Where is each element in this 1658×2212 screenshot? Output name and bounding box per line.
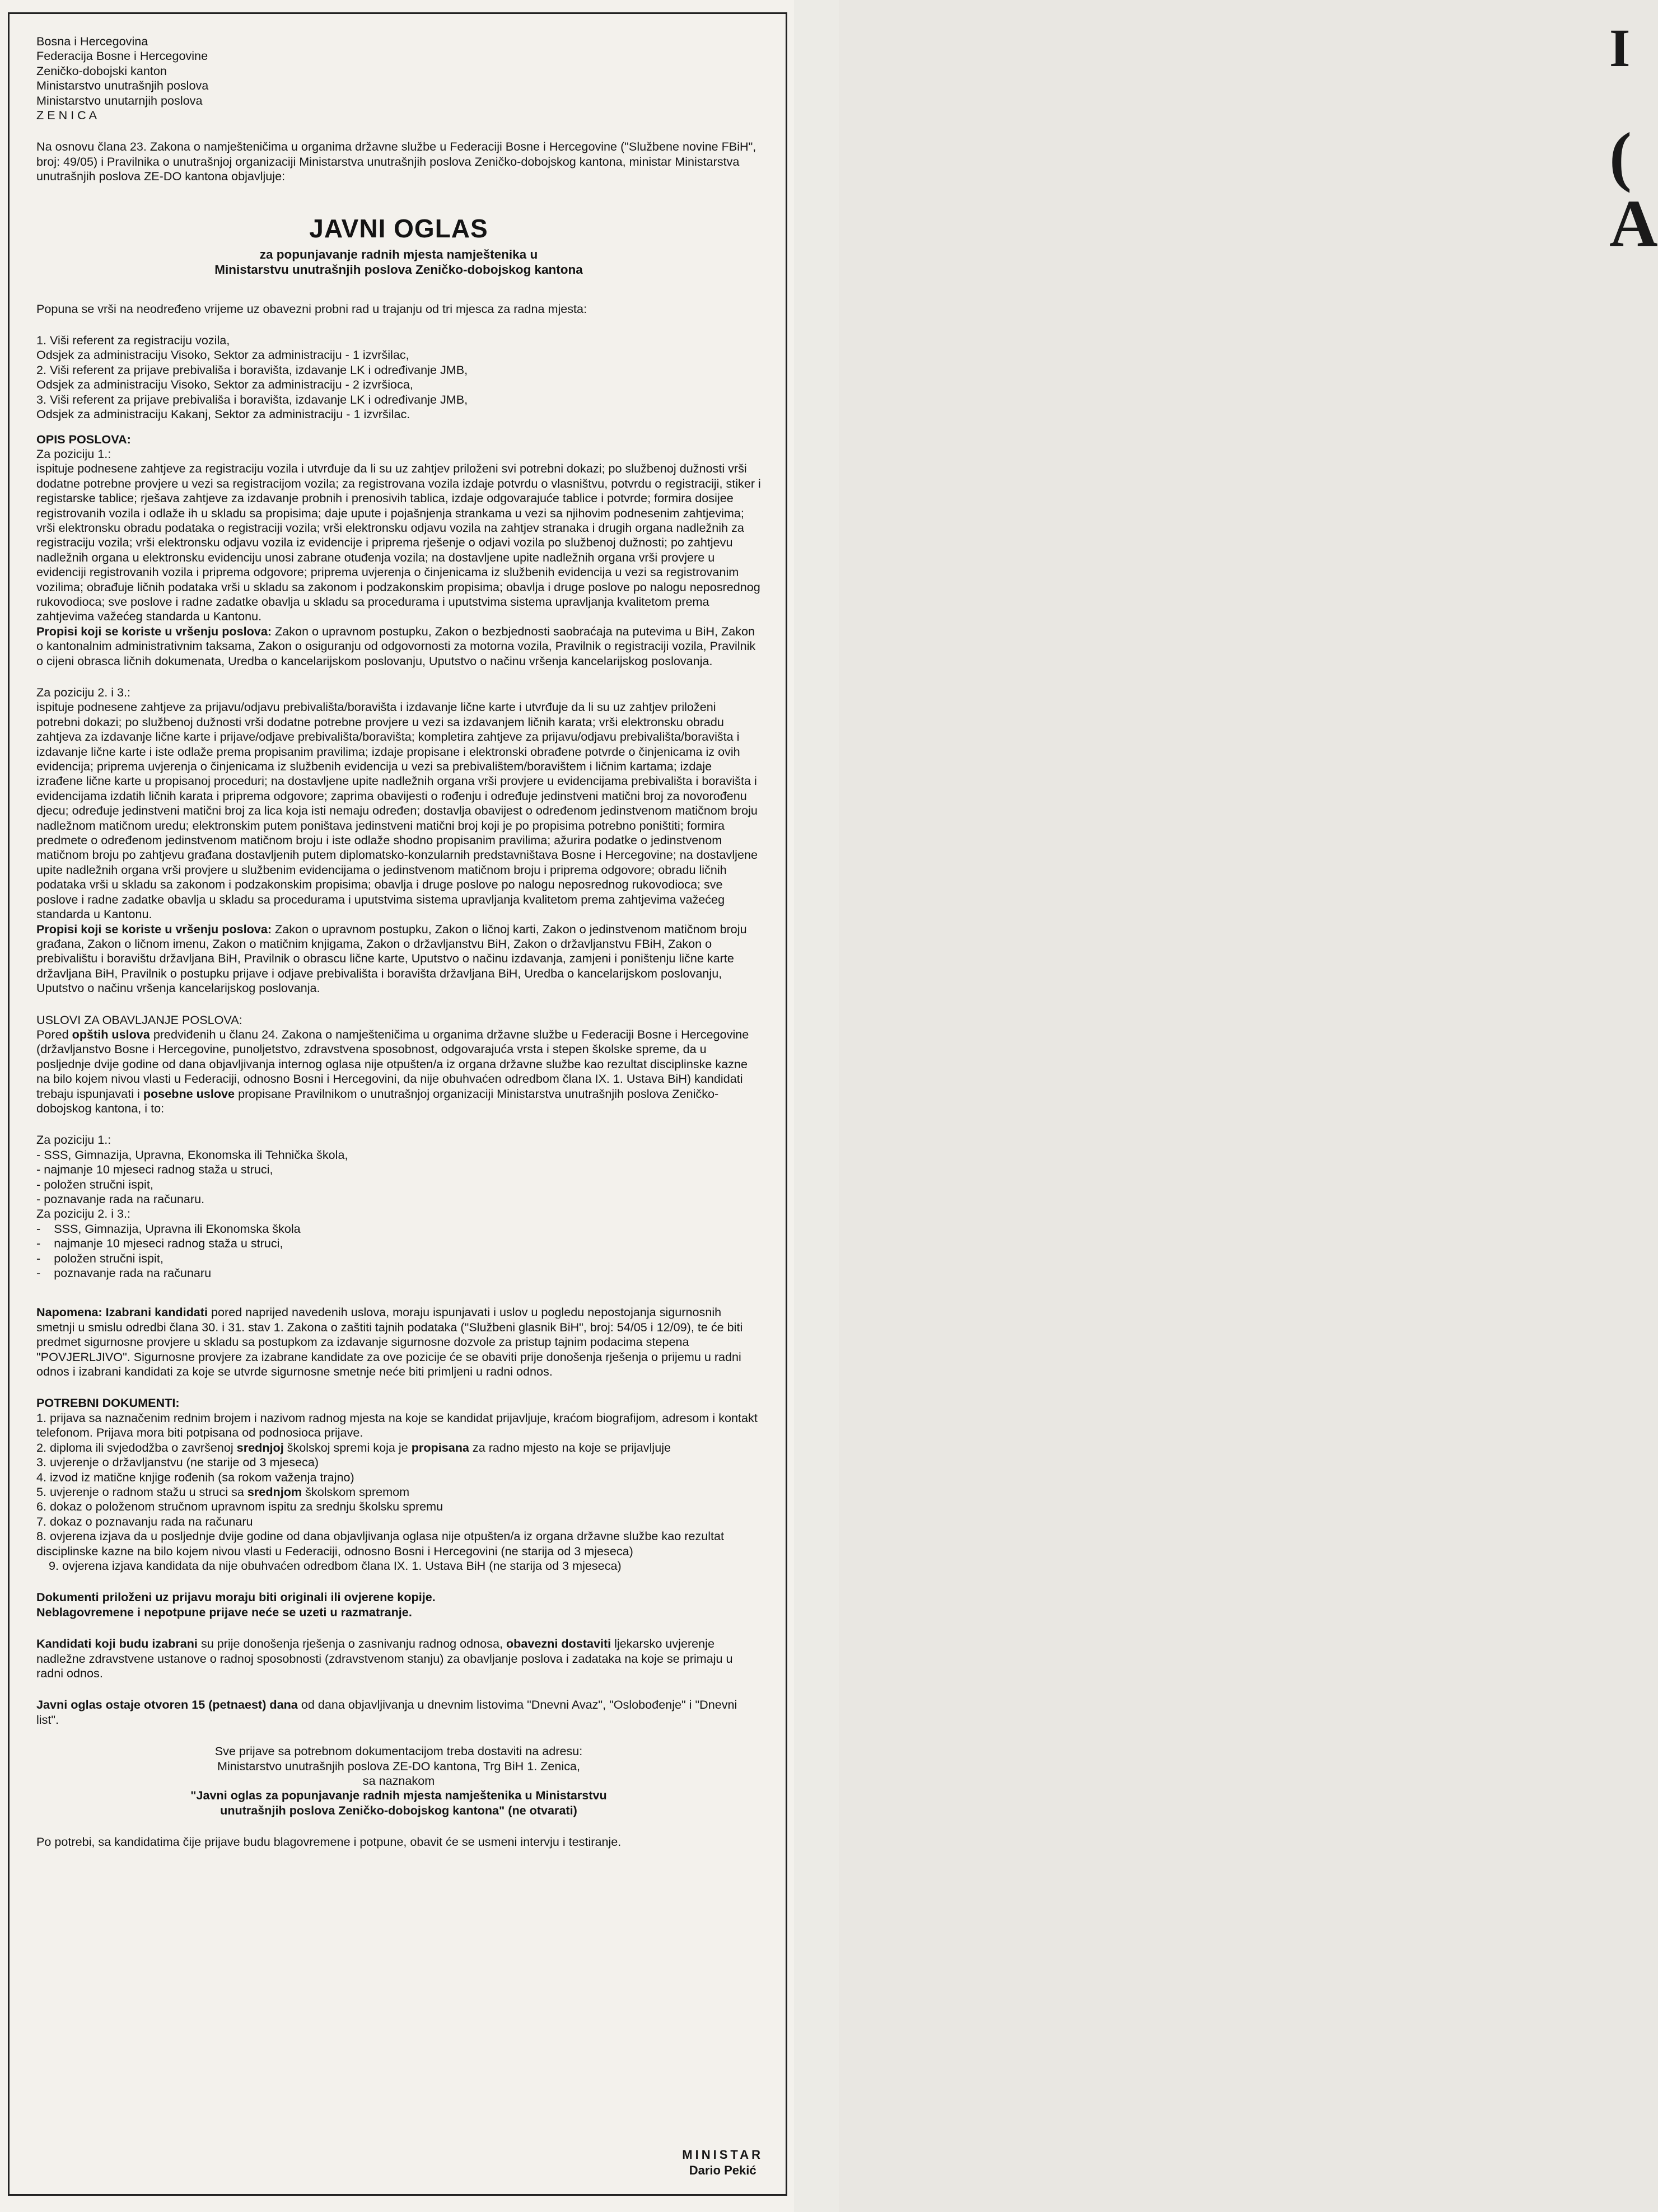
otvoren-text: od dana objavljivanja u dnevnim listovima "Dnevni Avaz", "Oslobođenje" i "Dnevni list". (36, 1697, 737, 1727)
position-line: 3. Viši referent za prijave prebivališa i boravišta, izdavanje LK i određivanje JMB, (36, 392, 468, 406)
dokumenti-heading: POTREBNI DOKUMENTI: (36, 1396, 180, 1410)
propisi-label: Propisi koji se koriste u vršenju poslova: (36, 922, 272, 936)
header-line: Z E N I C A (36, 108, 97, 123)
uslovi-text: predviđenih u članu 24. Zakona o namješteničima u organima državne službe u Federaciji Bosne i Hercegovine (državljanstvo Bosne i Hercegovine, punoljetstvo, zdravstvena sposobnost, odgovarajuća vrsta i stepen školske spreme, da u posljednje dvije godine od dana objavljivanja internog oglasa nije otpušten/a iz organa državne službe kao rezultat disciplinske kazne na bilo kojem nivou vlasti u Federaciji, odnosno Bosni i Hercegovini, da nije obuhvaćen odredbom člana IX. 1. Ustava BiH) kandidati trebaju ispunjavati i (36, 1027, 749, 1101)
closing-paragraph: Po potrebi, sa kandidatima čije prijave budu blagovremene i potpune, obavit će se usmeni intervju i testiranje. (36, 1835, 622, 1849)
signature-name: Dario Pekić (689, 2163, 756, 2177)
edge-letter: A (1609, 186, 1658, 260)
address-line: "Javni oglas za popunjavanje radnih mjesta namještenika u Ministarstvu (190, 1788, 607, 1803)
napomena-text: pored naprijed navedenih uslova, moraju ispunjavati i uslov u pogledu nepostojanja sigurnosnih smetnji u smislu odredbi člana 30. i 31. stav 1. Zakona o zaštiti tajnih podataka ("Službeni glasnik BiH", broj: 54/05 i 12/09), te će biti predmet sigurnosne provjere u skladu sa postupkom za izdavanje sigurnosne dozvole za pristup tajnim podacima stepena "POVJERLJIVO". Sigurnosne provjere za izabrane kandidate za ove pozicije će se obaviti prije donošenja rješenja o prijemu u radni odnos i izabrani kandidati za koje se utvrde sigurnosne smetnje neće biti primljeni u radni odnos. (36, 1305, 743, 1379)
uslovi-paragraph (36, 1027, 761, 1116)
otvoren-bold: Javni oglas ostaje otvoren 15 (petnaest) dana (36, 1697, 298, 1712)
uslovi-text: Pored (36, 1027, 69, 1041)
requirement-item: - najmanje 10 mjeseci radnog staža u struci, (36, 1236, 283, 1251)
opis-poz1-text: ispituje podnesene zahtjeve za registraciju vozila i utvrđuje da li su uz zahtjev priloženi svi potrebni dokazi; po službenoj dužnosti vrši dodatne potrebne provjere u vezi sa registracijom vozila; za registrovana vozila izdaje potvrdu o vlasništvu, potvrdu o registraciji, stiker i registarske tablice; rješava zahtjeve za izdavanje probnih i prenosivih tablica, izdaje odgovarajuće tablice i potvrde; formira dosijee registrovanih vozila i odlaže ih u skladu sa propisima; daje upute i pojašnjenja strankama u vezi sa njihovim podnesenim zahtjevima; vrši elektronsku obradu podataka o registraciji vozila; vrši elektronsku odjavu vozila na zahtjev stranaka i drugih organa nadležnih za registraciju vozila; vrši elektronsku odjavu vozila iz evidencije i priprema rješenje o odjavi vozila po službenoj dužnosti; po zahtjevu nadležnih organa u elektronsku evidenciju unosi zabrane otuđenja vozila; na dostavljene upite nadležnih organa vrši provjere u evidenciji registrovanih vozila i priprema odgovore; priprema uvjerenja o činjenicama iz službenih evidencija u vezi sa registrovanim vozilima; obrađuje ličnih podataka vrši u skladu sa zakonom i podzakonskim propisima; obavlja i druge poslove po nalogu neposrednog rukovodioca; sve poslove i radne zadatke obavlja u skladu sa procedurama i uputstvima sistema upravljanja kvalitetom prema zahtjevima važećeg standarda u Kantonu. (36, 461, 761, 624)
dokument-item: 4. izvod iz matične knjige rođenih (sa rokom važenja trajno) (36, 1470, 354, 1484)
dokument-text: 5. uvjerenje o radnom stažu u struci sa (36, 1484, 244, 1499)
position-line: 1. Viši referent za registraciju vozila, (36, 333, 230, 348)
address-line: unutrašnjih poslova Zeničko-dobojskog kantona" (ne otvarati) (220, 1803, 577, 1817)
bold-note: Neblagovremene i nepotpune prijave neće se uzeti u razmatranje. (36, 1605, 412, 1619)
header-line: Bosna i Hercegovina (36, 34, 148, 48)
propisi-text: Zakon o upravnom postupku, Zakon o bezbjednosti saobraćaja na putevima u BiH, Zakon o kantonalnim administrativnim taksama, Zakon o osiguranju od odgovornosti za motorna vozila, Pravilnik o registraciji vozila, Pravilnik o cijeni obrasca ličnih dokumenata, Uredba o kancelarijskom poslovanju, Uputstvo o načinu vršenja kancelarijskog poslovanja. (36, 624, 756, 668)
kandidati-label: Kandidati koji budu izabrani (36, 1636, 198, 1651)
posebne-uslove: posebne uslove (143, 1086, 235, 1101)
requirement-item: - položen stručni ispit, (36, 1251, 164, 1265)
opis-poz1-propisi (36, 624, 761, 668)
signature-title: MINISTAR (682, 2148, 763, 2162)
header-line: Ministarstvo unutrašnjih poslova (36, 78, 209, 93)
requirement-item: - najmanje 10 mjeseci radnog staža u struci, (36, 1162, 273, 1177)
header-line: Federacija Bosne i Hercegovine (36, 49, 208, 63)
dokument-item: 3. uvjerenje o državljanstvu (ne starije od 3 mjeseca) (36, 1455, 319, 1470)
position-line: Odsjek za administraciju Visoko, Sektor za administraciju - 2 izvršioca, (36, 377, 413, 392)
address-line: Sve prijave sa potrebnom dokumentacijom treba dostaviti na adresu: (214, 1744, 583, 1759)
opis-poz23-text: ispituje podnesene zahtjeve za prijavu/odjavu prebivališta/boravišta i izdavanje lične karte i utvrđuje da li su uz zahtjev priloženi potrebni dokazi; po službenoj dužnosti vrši dodatne potrebne provjere u vezi sa izdavanjem ličnih karata; vrši elektronsku obradu zahtjeva za izdavanje lične karte i prijave/odjave prebivališta/boravišta; kompletira zahtjeve za prijavu/odjavu prebivališta/boravišta i izdavanje lične karte i iste odlaže prema propisanim pravilima; izdaje propisane i elektronski obrađene potvrde o činjenicama iz ovih evidencija; priprema uvjerenja o činjenicama iz službenih evidencija u vezi sa prebivalištem/boravištem i ličnim kartama; izdaje izrađene lične karte u propisanoj proceduri; na dostavljene upite nadležnih organa vrši provjere u evidencijama prebivališta i boravišta i evidencijama izdatih ličnih karata i priprema odgovore; zaprima obavijesti o rođenju i određuje jedinstveni matični broj za novorođenu djecu; određuje jedinstveni matični broj za lica koja isti nemaju određen; dostavlja obavijest o određenom jedinstvenom matičnom broju nadležnom matičnom uredu; elektronskim putem poništava jedinstveni matični broj koji je po propisima potrebno poništiti; formira predmete o određenom jedinstvenom matičnom broju i iste odlaže shodno propisanim pravilima; ažurira podatke o jedinstvenom matičnom broju po zahtjevu građana dostavljenih putem diplomatsko-konzularnih predstavništava Bosne i Hercegovine; na dostavljene upite nadležnih organa vrši provjere u službenim evidencijama o jedinstvenom matičnom broju i priprema odgovore; obradu ličnih podataka vrši u skladu sa zakonom i podzakonskim propisima; obavlja i druge poslove po nalogu neposrednog rukovodioca; sve poslove i radne zadatke obavlja u skladu sa procedurama i uputstvima sistema upravljanja kvalitetom prema zahtjevima važećeg standarda u Kantonu. (36, 700, 758, 922)
adjacent-column-edge (794, 0, 1658, 2212)
propisi-label: Propisi koji se koriste u vršenju poslova: (36, 624, 272, 638)
address-block (36, 1744, 761, 1818)
notice-subtitle: za popunjavanje radnih mjesta namještenika u (259, 247, 538, 261)
dokument-text: 2. diploma ili svjedodžba o završenoj (36, 1440, 233, 1455)
napomena-paragraph (36, 1305, 761, 1379)
dokument-item (36, 1485, 761, 1499)
dokument-bold: srednjoj (236, 1440, 284, 1455)
position-line: 2. Viši referent za prijave prebivališa i boravišta, izdavanje LK i određivanje JMB, (36, 362, 468, 377)
dokument-item: 8. ovjerena izjava da u posljednje dvije godine od dana objavljivanja oglasa nije otpušten/a iz organa državne službe kao rezultat disciplinske kazne na bilo kojem nivou vlasti u Federaciji, odnosno Bosni i Hercegovini (ne starija od 3 mjeseca) (36, 1529, 725, 1558)
uslovi-poz23-label: Za poziciju 2. i 3.: (36, 1206, 131, 1221)
dokument-item: 7. dokaz o poznavanju rada na računaru (36, 1514, 253, 1528)
opis-poz23-propisi (36, 922, 761, 996)
dokument-bold: propisana (411, 1440, 469, 1455)
notice-title: JAVNI OGLAS (309, 213, 488, 243)
uslovi-text: propisane Pravilnikom o unutrašnjoj organizaciji Ministarstva unutrašnjih poslova Zeničko-dobojskog kantona, i to: (36, 1086, 719, 1115)
uslovi-heading: USLOVI ZA OBAVLJANJE POSLOVA: (36, 1012, 242, 1027)
opis-heading: OPIS POSLOVA: (36, 432, 131, 446)
dokument-bold: srednjom (247, 1484, 302, 1499)
signature-block (682, 2147, 763, 2178)
bold-note: Dokumenti priloženi uz prijavu moraju biti originali ili ovjerene kopije. (36, 1590, 436, 1605)
kandidati-paragraph (36, 1636, 761, 1681)
header-line: Zeničko-dobojski kanton (36, 63, 167, 78)
dokument-item: 9. ovjerena izjava kandidata da nije obuhvaćen odredbom člana IX. 1. Ustava BiH (ne starija od 3 mjeseca) (49, 1558, 622, 1573)
edge-letter: I (1609, 18, 1631, 78)
popuna-paragraph: Popuna se vrši na neodređeno vrijeme uz obavezni probni rad u trajanju od tri mjesca za radna mjesta: (36, 301, 587, 316)
napomena-label: Napomena: Izabrani kandidati (36, 1305, 208, 1320)
dokument-item: 1. prijava sa naznačenim rednim brojem i nazivom radnog mjesta na koje se kandidat prijavljuje, kraćom biografijom, adresom i kontakt telefonom. Prijava mora biti potpisana od podnosioca prijave. (36, 1410, 758, 1440)
position-line: Odsjek za administraciju Kakanj, Sektor za administraciju - 1 izvršilac. (36, 407, 410, 422)
intro-paragraph: Na osnovu člana 23. Zakona o namješteničima u organima državne službe u Federaciji Bosne i Hercegovine ("Službene novine FBiH", broj: 49/05) i Pravilnika o unutrašnjoj organizaciji Ministarstva unutrašnjih poslova Zeničko-dobojskog kantona, ministar Ministarstva unutrašnjih poslova ZE-DO kantona objavljuje: (36, 139, 756, 184)
header-line: Ministarstvo unutarnjih poslova (36, 93, 203, 107)
opis-poz1-label: Za poziciju 1.: (36, 446, 111, 461)
dokument-text: školskoj spremi koja je (287, 1440, 408, 1455)
dokument-text: školskom spremom (305, 1484, 410, 1499)
requirement-item: - SSS, Gimnazija, Upravna, Ekonomska ili Tehnička škola, (36, 1147, 348, 1162)
requirement-item: - SSS, Gimnazija, Upravna ili Ekonomska škola (36, 1221, 301, 1236)
opis-poz23-label: Za poziciju 2. i 3.: (36, 685, 131, 699)
dokument-text: za radno mjesto na koje se prijavljuje (472, 1440, 671, 1455)
address-line: sa naznakom (362, 1774, 435, 1788)
opstih-uslova: opštih uslova (72, 1027, 150, 1041)
requirement-item: - poznavanje rada na računaru (36, 1266, 212, 1280)
issuer-header (36, 34, 761, 123)
requirement-item: - poznavanje rada na računaru. (36, 1192, 205, 1206)
positions-list (36, 333, 761, 422)
position-line: Odsjek za administraciju Visoko, Sektor za administraciju - 1 izvršilac, (36, 348, 409, 362)
otvoren-paragraph (36, 1697, 761, 1727)
uslovi-poz1-label: Za poziciju 1.: (36, 1133, 111, 1147)
edge-letter: ( (1609, 119, 1632, 193)
requirement-item: - položen stručni ispit, (36, 1177, 153, 1191)
kandidati-text: ljekarsko uvjerenje nadležne zdravstvene ustanove o radnoj sposobnosti (zdravstvenom stanju) za obavljanje poslova i zadataka na koje se primaju u radni odnos. (36, 1636, 733, 1680)
dokument-item: 6. dokaz o položenom stručnom upravnom ispitu za srednju školsku spremu (36, 1499, 443, 1514)
address-line: Ministarstvo unutrašnjih poslova ZE-DO kantona, Trg BiH 1. Zenica, (217, 1759, 581, 1773)
kandidati-bold: obavezni dostaviti (506, 1636, 611, 1651)
notice-subtitle: Ministarstvu unutrašnjih poslova Zeničko-dobojskog kantona (214, 262, 583, 277)
kandidati-text: su prije donošenja rješenja o zasnivanju radnog odnosa, (200, 1636, 503, 1651)
job-notice-box (8, 12, 787, 2196)
dokument-item (36, 1441, 761, 1455)
propisi-text: Zakon o upravnom postupku, Zakon o ličnoj karti, Zakon o jedinstvenom matičnom broju građana, Zakon o ličnom imenu, Zakon o matičnim knjigama, Zakon o državljanstvu BiH, Zakon o državljanstvu FBiH, Zakon o prebivalištu i boravištu državljana BiH, Pravilnik o obrascu lične karte, Uputstvo o načinu izdavanja, zamjeni i poništenju lične karte državljana BiH, Pravilnik o postupku prijave i odjave prebivališta i boravišta državljana BiH, Uredba o kancelarijskom poslovanju, Uputstvo o načinu vršenja kancelarijskog poslovanja. (36, 922, 747, 995)
